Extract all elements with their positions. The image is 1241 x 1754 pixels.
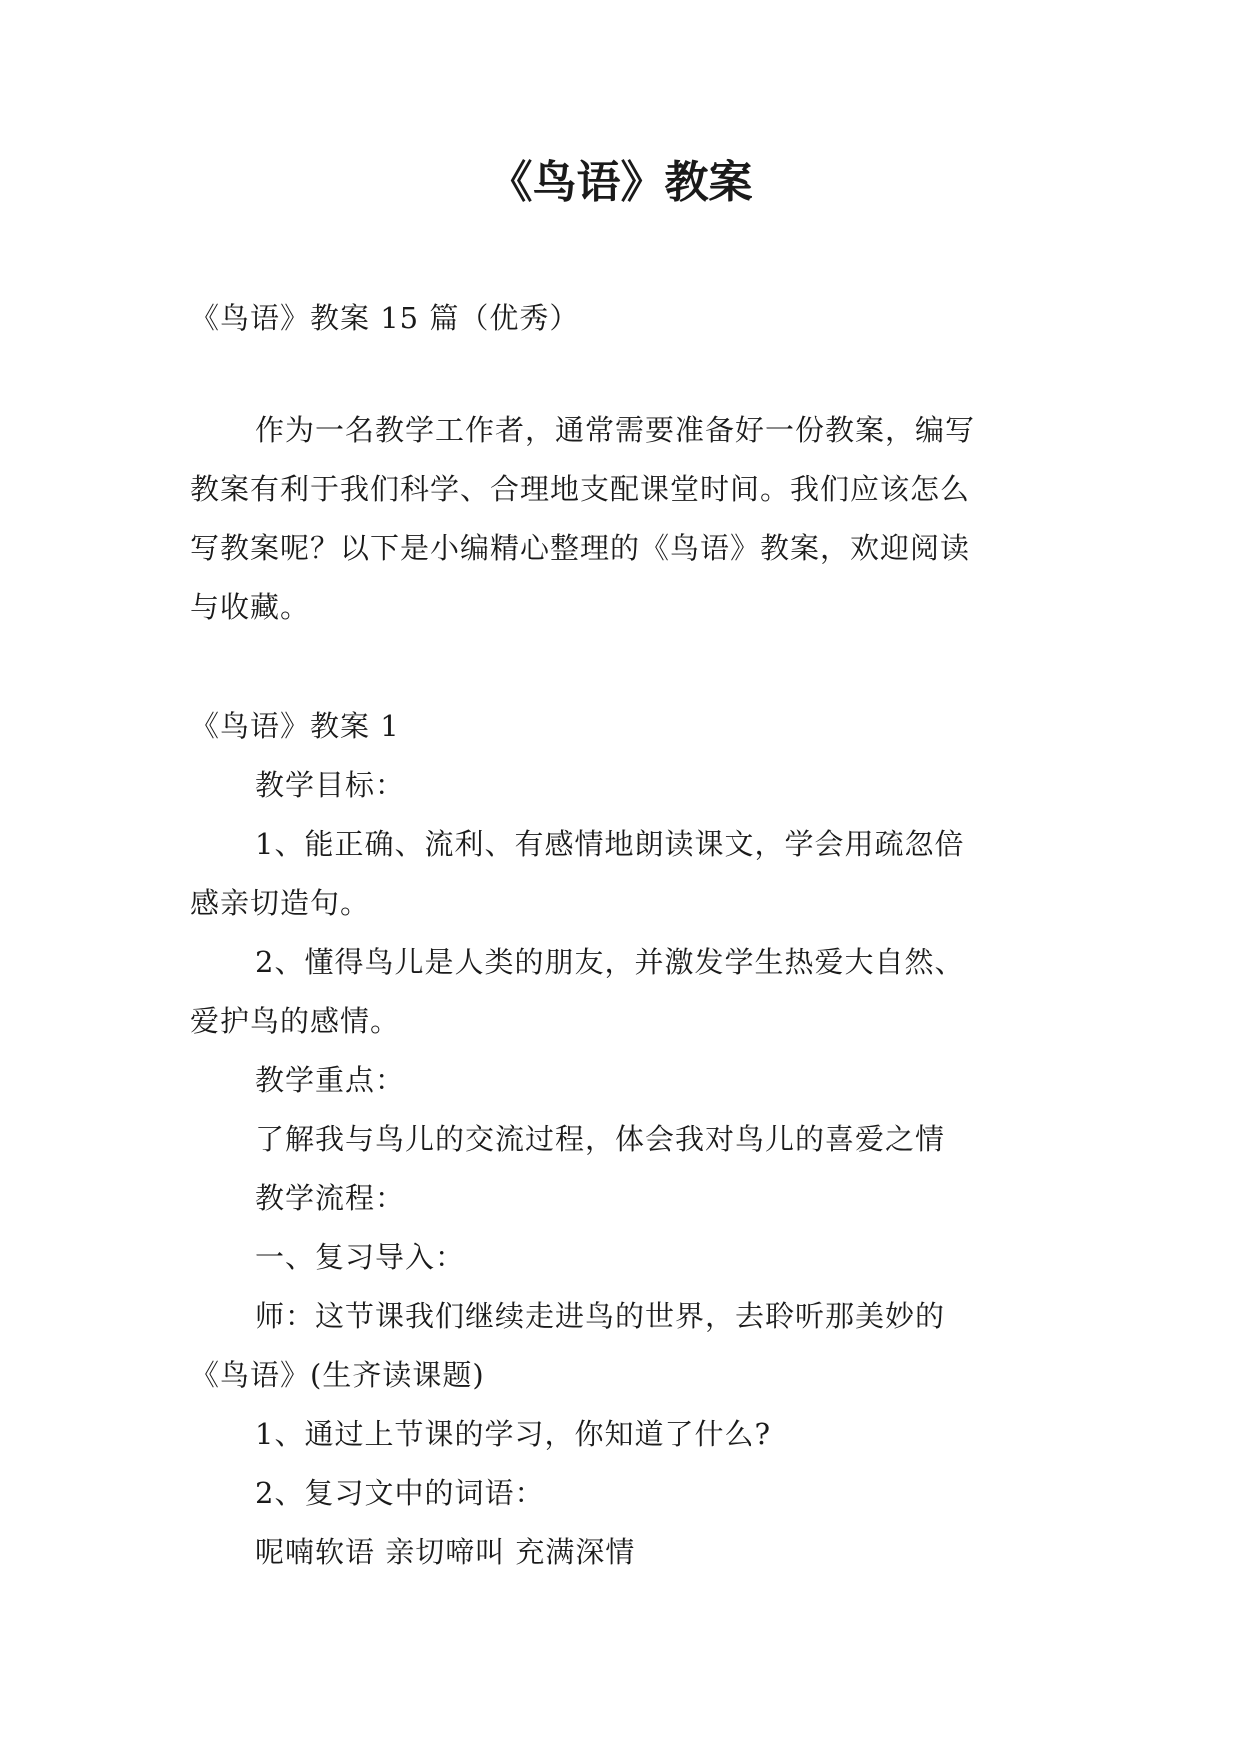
body-line: 教学重点：	[255, 1063, 406, 1097]
document-subtitle: 《鸟语》教案 15 篇（优秀）	[190, 301, 580, 335]
body-line: 《鸟语》(生齐读课题)	[190, 1358, 485, 1392]
section-heading: 《鸟语》教案 1	[190, 709, 400, 743]
body-line: 爱护鸟的感情。	[190, 1004, 401, 1038]
intro-line: 教案有利于我们科学、合理地支配课堂时间。我们应该怎么	[190, 472, 971, 506]
body-line: 2、懂得鸟儿是人类的朋友，并激发学生热爱大自然、	[255, 945, 965, 979]
body-line: 1、能正确、流利、有感情地朗读课文，学会用疏忽倍	[255, 827, 965, 861]
intro-line: 作为一名教学工作者，通常需要准备好一份教案，编写	[255, 413, 976, 447]
body-line: 2、复习文中的词语：	[255, 1476, 545, 1510]
body-line: 感亲切造句。	[190, 886, 371, 920]
document-title: 《鸟语》教案	[488, 157, 753, 208]
body-line: 师：这节课我们继续走进鸟的世界，去聆听那美妙的	[255, 1299, 946, 1333]
body-line: 一、复习导入：	[255, 1240, 466, 1274]
body-line: 1、通过上节课的学习，你知道了什么?	[255, 1417, 771, 1451]
body-line: 呢喃软语 亲切啼叫 充满深情	[255, 1535, 636, 1569]
body-line: 了解我与鸟儿的交流过程，体会我对鸟儿的喜爱之情	[255, 1122, 946, 1156]
body-line: 教学目标：	[255, 768, 406, 802]
body-line: 教学流程：	[255, 1181, 406, 1215]
intro-line: 与收藏。	[190, 590, 311, 624]
intro-line: 写教案呢？以下是小编精心整理的《鸟语》教案，欢迎阅读	[190, 531, 971, 565]
